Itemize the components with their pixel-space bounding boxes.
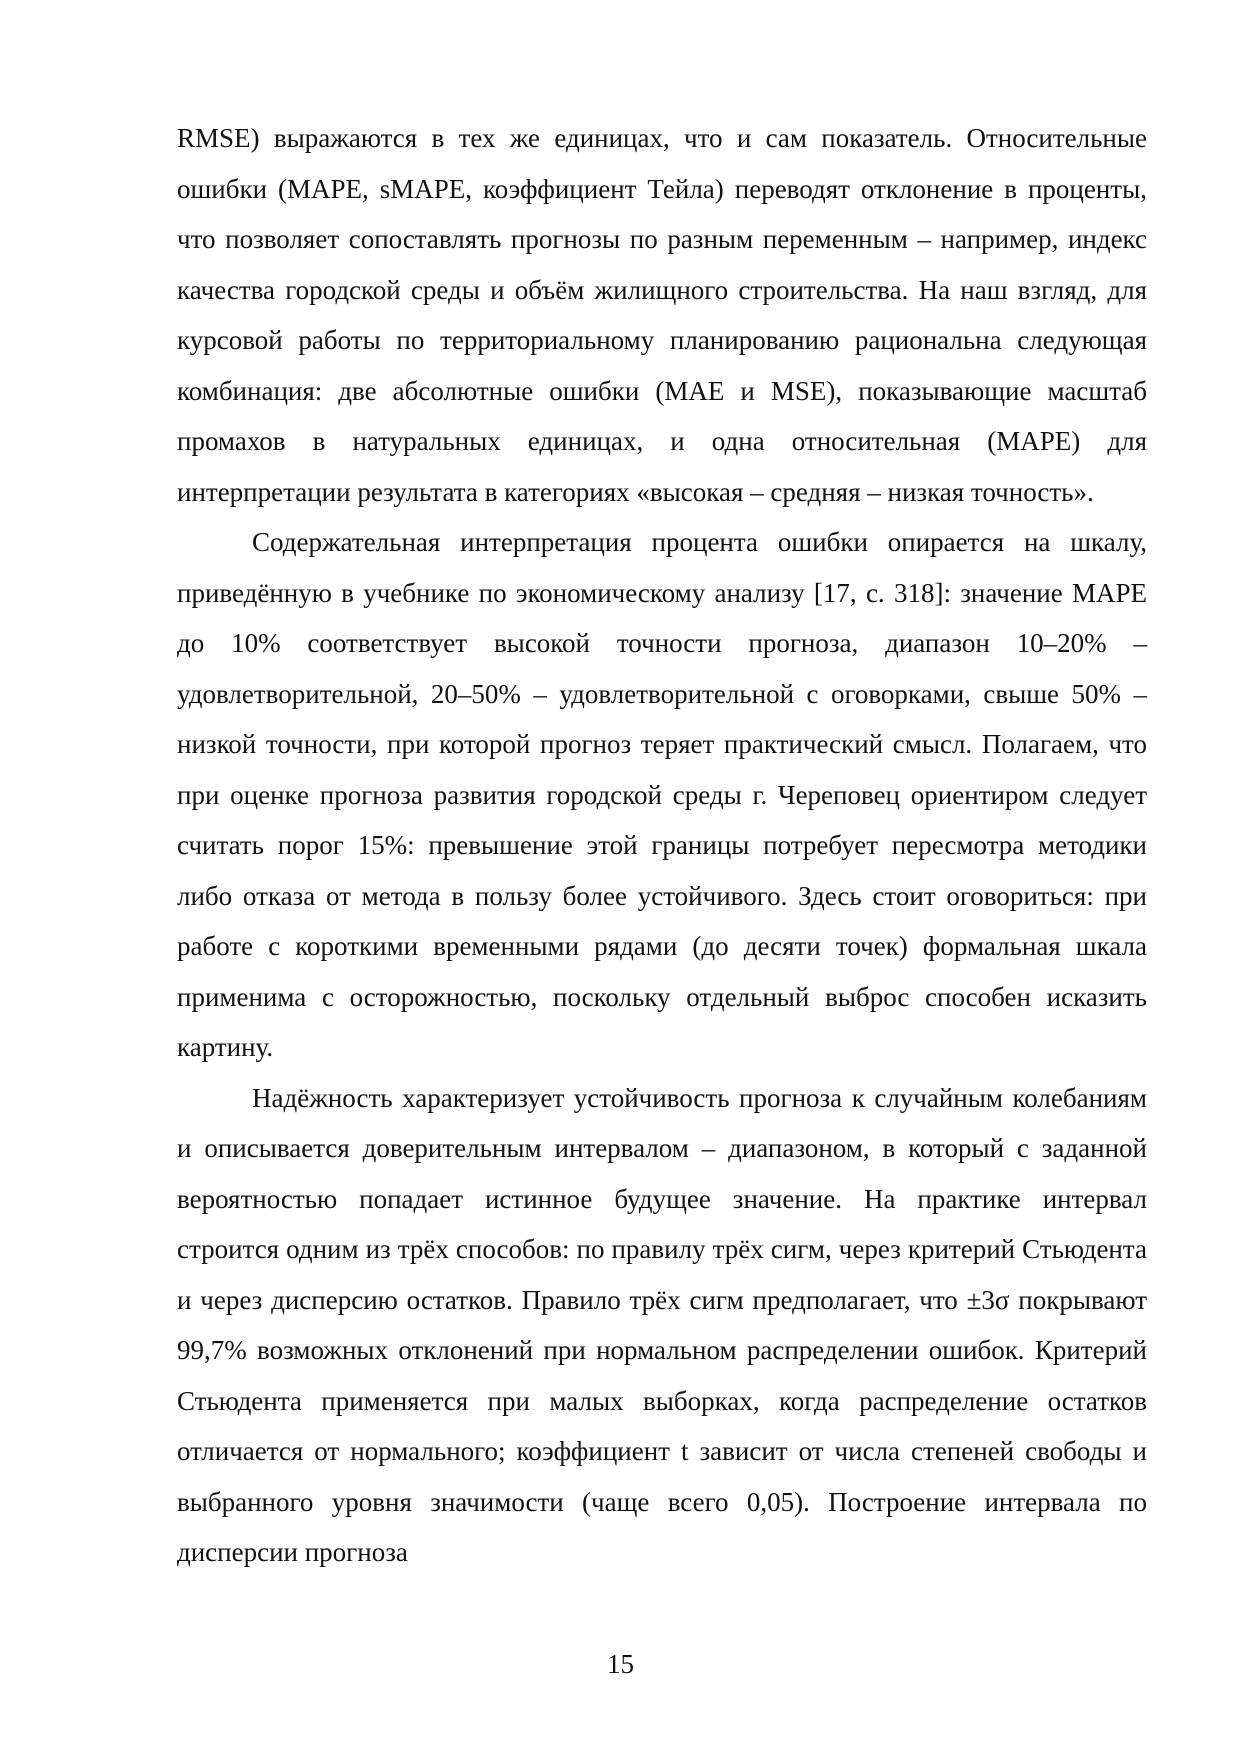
- paragraph-3: Надёжность характеризует устойчивость прогноза к случайным колебаниям и описывается доверительным интервалом – диапазоном, в который с заданной вероятностью попадает истинное будущее значение. На практике интервал строится одним из трёх способов: по правилу трёх сигм, через критерий Стьюдента и через дисперсию остатков. Правило трёх сигм предполагает, что ±3σ покрывают 99,7% возможных отклонений при нормальном распределении ошибок. Критерий Стьюдента применяется при малых выборках, когда распределение остатков отличается от нормального; коэффициент t зависит от числа степеней свободы и выбранного уровня значимости (чаще всего 0,05). Построение интервала по дисперсии прогноза: [177, 1082, 1147, 1567]
- paragraph-2: Содержательная интерпретация процента ошибки опирается на шкалу, приведённую в учебнике по экономическому анализу [17, с. 318]: значение MAPE до 10% соответствует высокой точности прогноза, диапазон 10–20% – удовлетворительной, 20–50% – удовлетворительной с оговорками, свыше 50% – низкой точности, при которой прогноз теряет практический смысл. Полагаем, что при оценке прогноза развития городской среды г. Череповец ориентиром следует считать порог 15%: превышение этой границы потребует пересмотра методики либо отказа от метода в пользу более устойчивого. Здесь стоит оговориться: при работе с короткими временными рядами (до десяти точек) формальная шкала применима с осторожностью, поскольку отдельный выброс способен исказить картину.: [177, 527, 1147, 1062]
- page-number: 15: [607, 1649, 634, 1679]
- page-body: [177, 113, 1147, 1578]
- paragraph-1: RMSE) выражаются в тех же единицах, что и сам показатель. Относительные ошибки (MAPE, sMAPE, коэффициент Тейла) переводят отклонение в проценты, что позволяет сопоставлять прогнозы по разным переменным – например, индекс качества городской среды и объём жилищного строительства. На наш взгляд, для курсовой работы по территориальному планированию рациональна следующая комбинация: две абсолютные ошибки (MAE и MSE), показывающие масштаб промахов в натуральных единицах, и одна относительная (MAPE) для интерпретации результата в категориях «высокая – средняя – низкая точность».: [177, 123, 1147, 507]
